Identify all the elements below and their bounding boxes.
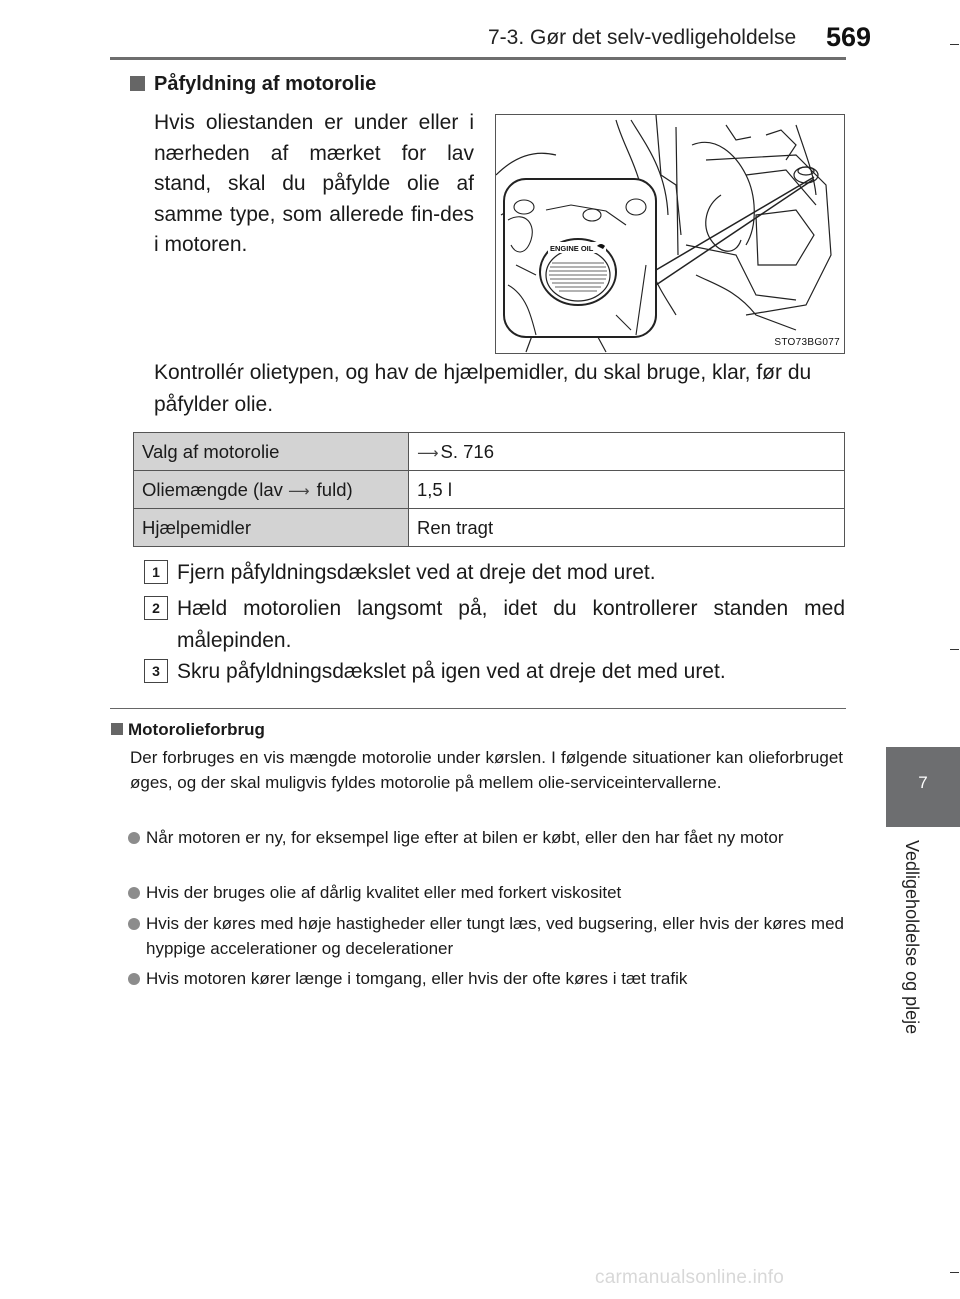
running-header-title: 7-3. Gør det selv-vedligeholdelse (488, 26, 797, 49)
step-number: 1 (144, 560, 168, 584)
heading-square-icon (111, 723, 123, 735)
table-label-part: fuld) (316, 478, 353, 500)
arrow-right-icon: ⟶ (417, 444, 439, 462)
list-item (128, 912, 844, 961)
bullet-dot-icon (128, 832, 140, 844)
bullet-dot-icon (128, 887, 140, 899)
engine-oil-cap-illustration (495, 114, 845, 354)
arrow-right-icon: ⟶ (288, 482, 310, 500)
oil-spec-table (133, 432, 845, 547)
list-item-text: Hvis der bruges olie af dårlig kvalitet eller med forkert viskositet (146, 883, 622, 902)
step-text: Fjern påfyldningsdækslet ved at dreje det mod uret. (177, 561, 656, 584)
page-ref[interactable]: S. 716 (440, 440, 495, 462)
step-text: Hæld motorolien langsomt på, idet du kontrollerer standen med målepinden. (177, 597, 845, 652)
intro-paragraph: Hvis oliestanden er under eller i nærheden af mærket for lav stand, skal du påfylde olie af samme type, som allerede fin-des i motoren. (154, 111, 474, 256)
section-divider (110, 708, 846, 709)
engine-bay-drawing (496, 115, 844, 353)
step-number: 2 (144, 596, 168, 620)
crop-mark-mid (950, 649, 959, 650)
header-rule (110, 57, 846, 60)
bullet-dot-icon (128, 918, 140, 930)
note-paragraph: Kontrollér olietypen, og hav de hjælpemidler, du skal bruge, klar, før du påfylder olie. (154, 361, 812, 416)
table-row (134, 471, 845, 509)
table-label (134, 471, 409, 509)
table-value (409, 433, 845, 471)
cap-label-text: ENGINE OIL (550, 244, 594, 253)
step-number: 3 (144, 659, 168, 683)
table-value: Ren tragt (409, 509, 845, 547)
watermark: carmanualsonline.info (595, 1267, 785, 1288)
bullet-dot-icon (128, 973, 140, 985)
consumption-paragraph: Der forbruges en vis mængde motorolie under kørslen. I følgende situationer kan olieforbruget øges, og der skal muligvis fyldes motorolie på mellem olie-serviceintervallerne. (130, 748, 843, 792)
page-number: 569 (826, 22, 872, 52)
chapter-side-label: Vedligeholdelse og pleje (902, 840, 922, 1035)
list-item (128, 967, 844, 992)
chapter-tab-number: 7 (918, 773, 928, 792)
table-row (134, 433, 845, 471)
crop-mark-top (950, 44, 959, 45)
list-item (128, 881, 844, 906)
section-heading-text: Påfyldning af motorolie (154, 73, 377, 95)
subsection-heading-text: Motorolieforbrug (128, 720, 265, 739)
list-item-text: Hvis der køres med høje hastigheder eller tungt læs, ved bugsering, eller hvis der køres med hyppige accelerationer og decelerationer (146, 914, 844, 958)
chapter-tab[interactable] (886, 747, 960, 827)
table-label-part: Oliemængde (lav (142, 478, 283, 500)
list-item-text: Når motoren er ny, for eksempel lige efter at bilen er købt, eller den har fået ny motor (146, 828, 784, 847)
table-label: Valg af motorolie (134, 433, 409, 471)
section-heading (130, 73, 376, 96)
list-item (128, 826, 844, 851)
table-row (134, 509, 845, 547)
table-label: Hjælpemidler (134, 509, 409, 547)
table-value: 1,5 l (409, 471, 845, 509)
subsection-heading (111, 720, 265, 740)
list-item-text: Hvis motoren kører længe i tomgang, eller hvis der ofte køres i tæt trafik (146, 969, 688, 988)
step-text: Skru påfyldningsdækslet på igen ved at dreje det med uret. (177, 660, 726, 683)
figure-code: STO73BG077 (774, 337, 840, 348)
crop-mark-bottom (950, 1272, 959, 1273)
heading-square-icon (130, 76, 145, 91)
